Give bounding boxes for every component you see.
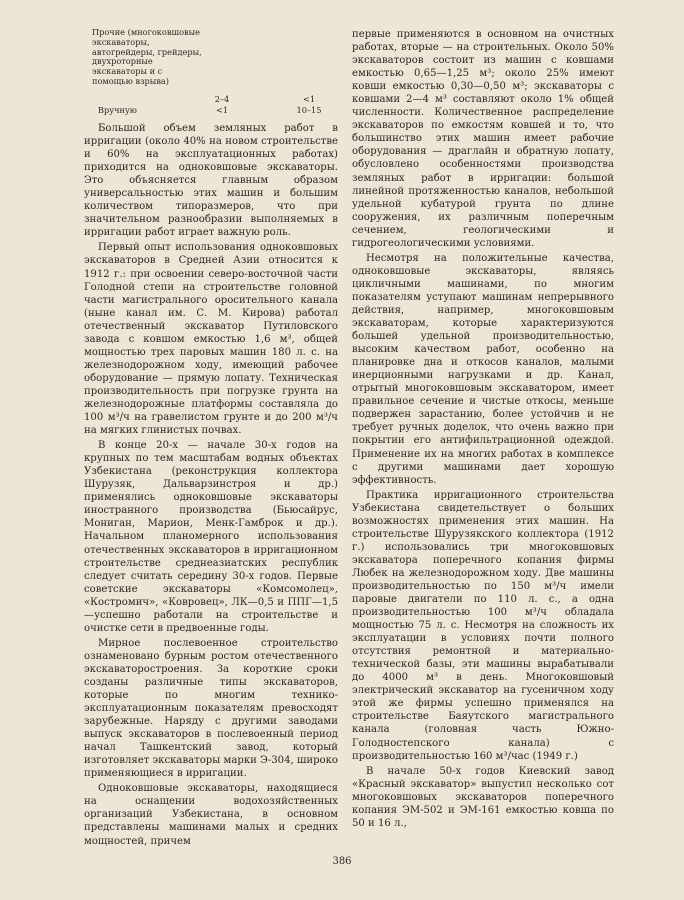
paragraph: В конце 20-х — начале 30-х годов на крупных по тем масштабам водных объектах Узбекистана (реконструкция коллектора Шурузяк, Дальварзинстроя и др.) применялись одноковшовые экскаваторы иностранного производства (Бьюсайрус, Мониган, Марион, Менк-Гамброк и др.). Начальном планомерного использования отечественных экскаваторов в ирригационном строительстве среднеазиатских республик следует считать середину 30-х годов. Первые советские экскаваторы «Комсомолец», «Костромич», «Ковровец», ЛК—0,5 и ППГ—1,5—успешно работали на строительстве и очистке сети в предвоенные годы.: [84, 440, 338, 634]
paragraph: Одноковшовые экскаваторы, находящиеся на оснащении водохозяйственных организаций Узбекистана, в основном представлены машинами малых и средних мощностей, причем: [84, 783, 338, 847]
paragraph: Практика ирригационного строительства Узбекистана свидетельствует о больших возможностях применения этих машин. На строительстве Шурузякского коллектора (1912 г.) использовались три многоковшовых экскаватора поперечного копания фирмы Любек на железнодорожном ходу. Две машины производительностью по 150 м³/ч имели паровые двигатели по 110 л. с., а одна производительностью 100 м³/ч обладала мощностью 75 л. с. Несмотря на сложность их эксплуатации в условиях почти полного отсутствия ремонтной и материально-технической базы, эти машины вырабатывали до 4000 м³ в день. Многоковшовый электрический экскаватор на гусеничном ходу этой же фирмы успешно применялся на строительстве Баяутского магистрального канала (головная часть Южно-Голодностепского канала) с производительностью 160 м³/час (1949 г.): [352, 489, 614, 762]
table-cell-row1-col1: 2–4: [214, 94, 230, 104]
earthwork-methods-table: [84, 28, 338, 120]
table-row-label-other: Прочие (многоковшовые экскаваторы, автогрейдеры, грейдеры, двухроторные экскаваторы и с помощью взрыва): [92, 27, 202, 86]
right-column: [352, 28, 614, 832]
table-cell-row2-col1: <1: [215, 105, 229, 115]
table-row-label-manual: Вручную: [98, 105, 137, 115]
page-number: 386: [332, 856, 352, 867]
table-cell-row2-col2: 10–15: [296, 105, 322, 115]
paragraph: В начале 50-х годов Киевский завод «Красный экскаватор» выпустил несколько сот многоковшовых экскаваторов поперечного копания ЭМ-502 и ЭМ-161 емкостью ковша по 50 и 16 л.,: [352, 765, 614, 829]
paragraph: Мирное послевоенное строительство ознаменовано бурным ростом отечественного экскаваторостроения. За короткие сроки созданы различные типы экскаваторов, которые по многим технико-эксплуатационным показателям превосходят зарубежные. Наряду с другими заводами выпуск экскаваторов в послевоенный период начал Ташкентский завод, который изготовляет экскаваторы марки Э-304, широко применяющиеся в ирригации.: [84, 637, 338, 780]
paragraph: Большой объем земляных работ в ирригации (около 40% на новом строительстве и 60% на эксплуатационных работах) приходится на одноковшовые экскаваторы. Это объясняется главным образом универсальностью этих машин и большим количеством типоразмеров, что при значительном разнообразии выполняемых в ирригации работ играет важную роль.: [84, 123, 338, 239]
left-column: [84, 28, 338, 850]
paragraph-continuation: первые применяются в основном на очистных работах, вторые — на строительных. Около 50% экскаваторов состоит из машин с ковшами емкостью 0,65—1,25 м³; около 25% имеют ковши емкостью 0,30—0,50 м³; экскаваторы с ковшами 2—4 м³ составляют около 1% общей численности. Количественное распределение экскаваторов по емкостям ковшей и то, что большинство этих машин имеет рабочие оборудования — драглайн и обратную лопату, обусловлено особенностями производства земляных работ в ирригации: большой линейной протяженностью каналов, небольшой удельной кубатурой грунта по длине сооружения, их различным поперечным сечением, геологическими и гидрогеологическими условиями.: [352, 29, 614, 249]
paragraph: Несмотря на положительные качества, одноковшовые экскаваторы, являясь цикличными машинами, по многим показателям уступают машинам непрерывного действия, например, многоковшовым экскаваторам, которые характеризуются большей удельной производительностью, высоким качеством работ, особенно на планировке дна и откосов каналов, малыми инерционными нагрузками и др. Канал, отрытый многоковшовым экскаватором, имеет правильное сечение и чистые откосы, меньше подвержен зарастанию, более устойчив и не требует ручных доделок, что очень важно при покрытии его антифильтрационной одеждой. Применение их на многих работах в комплексе с другими машинами дает хорошую эффективность.: [352, 252, 614, 486]
table-cell-row1-col2: <1: [302, 94, 316, 104]
paragraph: Первый опыт использования одноковшовых экскаваторов в Средней Азии относится к 1912 г.: при освоении северо-восточной части Голодной степи на строительстве головной части магистрального оросительного канала (ныне канал им. С. М. Кирова) работал отечественный экскаватор Путиловского завода с ковшом емкостью 1,6 м³, общей мощностью трех паровых машин 180 л. с. на железнодорожном ходу, имеющий рабочее оборудование — прямую лопату. Техническая производительность при погрузке грунта на железнодорожные платформы составляла до 100 м³/ч на гравелистом грунте и до 200 м³/ч на мягких глинистых почвах.: [84, 242, 338, 437]
